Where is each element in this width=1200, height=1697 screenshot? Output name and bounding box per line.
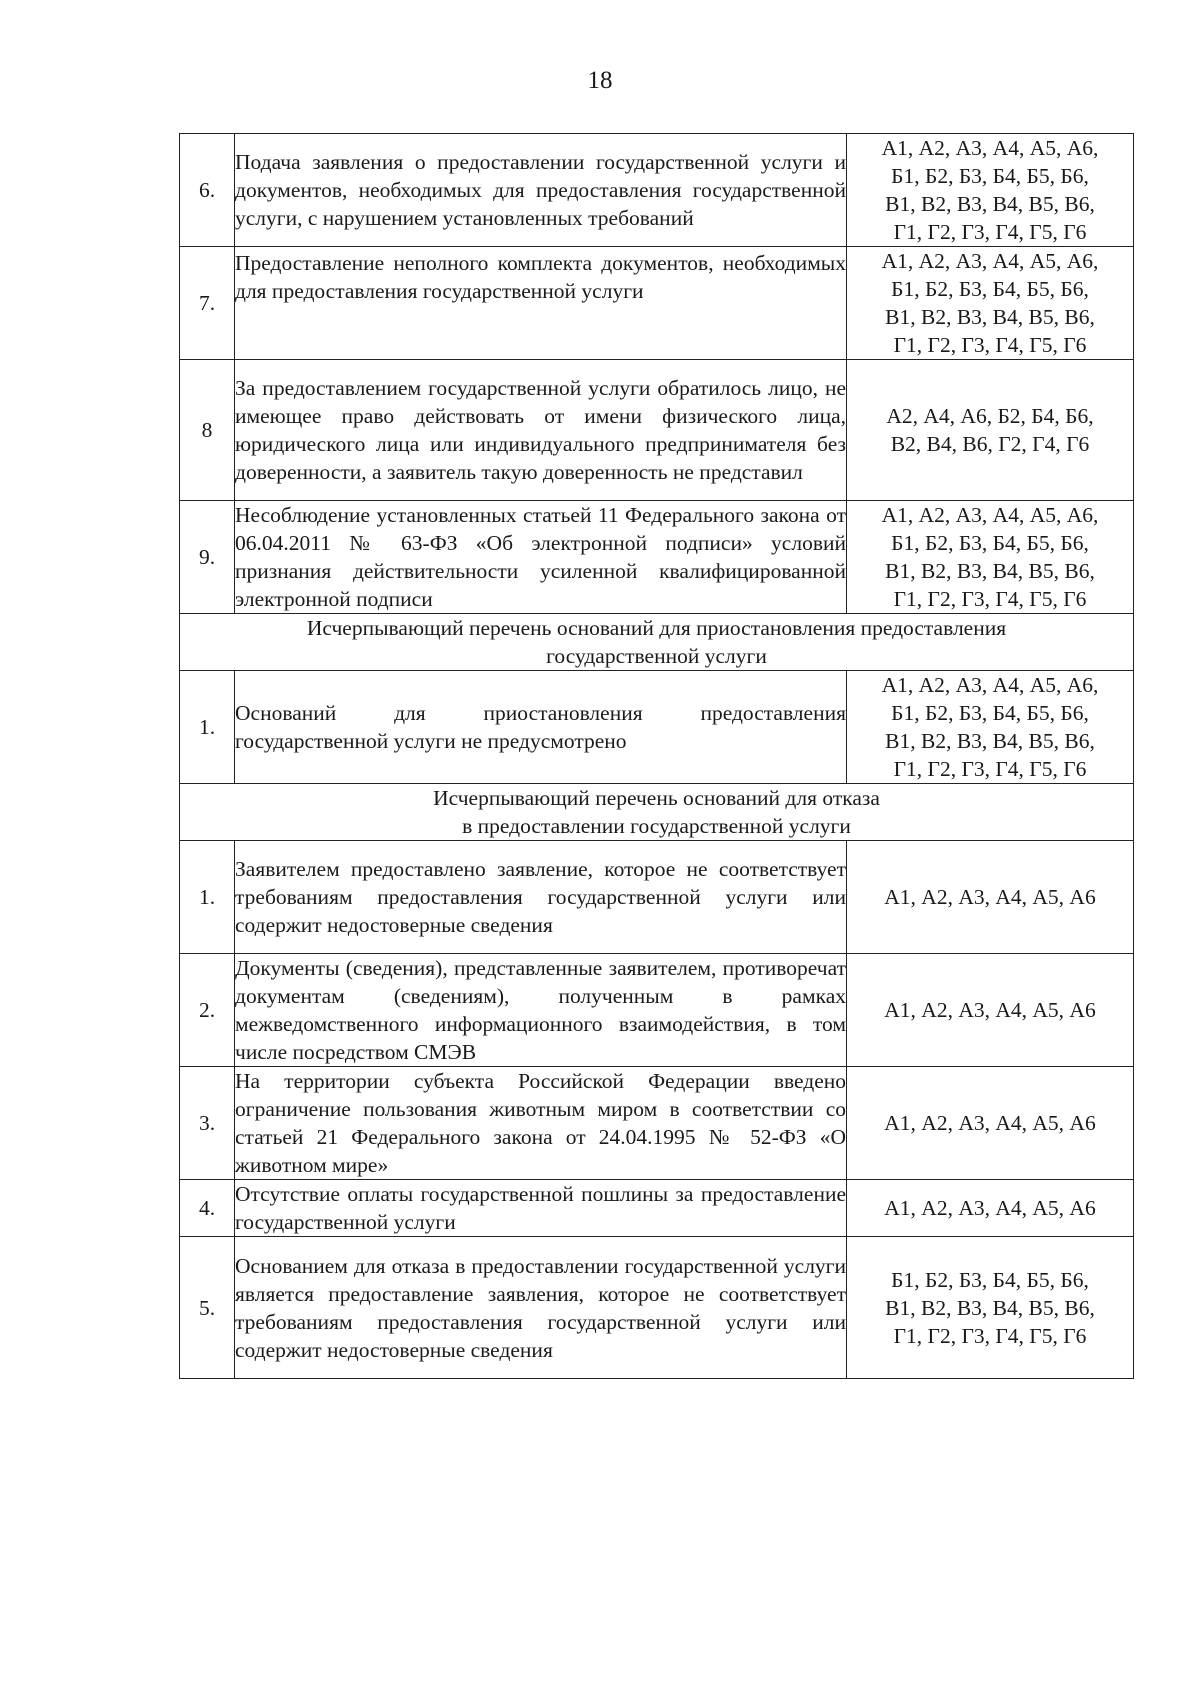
row-number: 1. — [180, 841, 235, 954]
applicant-codes: А1, А2, А3, А4, А5, А6 — [847, 1067, 1134, 1180]
table-row — [180, 501, 1134, 614]
row-text: Подача заявления о предоставлении государственной услуги и документов, необходимых для предоставления государственной услуги, с нарушением установленных требований — [235, 134, 847, 247]
row-number: 4. — [180, 1180, 235, 1237]
grounds-table — [179, 133, 1134, 1379]
row-text: За предоставлением государственной услуги обратилось лицо, не имеющее право действовать от имени физического лица, юридического лица или индивидуального предпринимателя без доверенности, а заявитель такую доверенность не представил — [235, 360, 847, 501]
applicant-codes: А1, А2, А3, А4, А5, А6, Б1, Б2, Б3, Б4, Б5, Б6, В1, В2, В3, В4, В5, В6, Г1, Г2, Г3, Г4, Г5, Г6 — [847, 501, 1134, 614]
row-text: Несоблюдение установленных статьей 11 Федерального закона от 06.04.2011 № 63-ФЗ «Об электронной подписи» условий признания действительности усиленной квалифицированной электронной подписи — [235, 501, 847, 614]
table-row — [180, 247, 1134, 360]
table-row — [180, 134, 1134, 247]
applicant-codes: А1, А2, А3, А4, А5, А6 — [847, 1180, 1134, 1237]
row-number: 5. — [180, 1237, 235, 1379]
row-number: 6. — [180, 134, 235, 247]
table-row — [180, 360, 1134, 501]
row-number: 1. — [180, 671, 235, 784]
section-header-row — [180, 784, 1134, 841]
applicant-codes: А1, А2, А3, А4, А5, А6, Б1, Б2, Б3, Б4, Б5, Б6, В1, В2, В3, В4, В5, В6, Г1, Г2, Г3, Г4, Г5, Г6 — [847, 671, 1134, 784]
row-number: 2. — [180, 954, 235, 1067]
table-row — [180, 1237, 1134, 1379]
table-row — [180, 671, 1134, 784]
applicant-codes: А1, А2, А3, А4, А5, А6 — [847, 954, 1134, 1067]
applicant-codes: А1, А2, А3, А4, А5, А6, Б1, Б2, Б3, Б4, Б5, Б6, В1, В2, В3, В4, В5, В6, Г1, Г2, Г3, Г4, Г5, Г6 — [847, 134, 1134, 247]
row-text: Документы (сведения), представленные заявителем, противоречат документам (сведениям), полученным в рамках межведомственного информационного взаимодействия, в том числе посредством СМЭВ — [235, 954, 847, 1067]
row-number: 8 — [180, 360, 235, 501]
applicant-codes: А1, А2, А3, А4, А5, А6 — [847, 841, 1134, 954]
row-text: Заявителем предоставлено заявление, которое не соответствует требованиям предоставления государственной услуги или содержит недостоверные сведения — [235, 841, 847, 954]
applicant-codes: А2, А4, А6, Б2, Б4, Б6, В2, В4, В6, Г2, Г4, Г6 — [847, 360, 1134, 501]
table-row — [180, 841, 1134, 954]
row-number: 7. — [180, 247, 235, 360]
row-text: Оснований для приостановления предоставления государственной услуги не предусмотрено — [235, 671, 847, 784]
applicant-codes: Б1, Б2, Б3, Б4, Б5, Б6, В1, В2, В3, В4, В5, В6, Г1, Г2, Г3, Г4, Г5, Г6 — [847, 1237, 1134, 1379]
section-header-suspension: Исчерпывающий перечень оснований для приостановления предоставления государственной услуги — [180, 614, 1134, 671]
row-text: Основанием для отказа в предоставлении государственной услуги является предоставление заявления, которое не соответствует требованиям предоставления государственной услуги или содержит недостоверные сведения — [235, 1237, 847, 1379]
row-number: 3. — [180, 1067, 235, 1180]
row-text: Предоставление неполного комплекта документов, необходимых для предоставления государственной услуги — [235, 247, 847, 360]
table-row — [180, 1180, 1134, 1237]
section-header-refusal: Исчерпывающий перечень оснований для отказа в предоставлении государственной услуги — [180, 784, 1134, 841]
row-text: Отсутствие оплаты государственной пошлины за предоставление государственной услуги — [235, 1180, 847, 1237]
table-row — [180, 954, 1134, 1067]
table-row — [180, 1067, 1134, 1180]
page-number: 18 — [587, 67, 613, 94]
row-number: 9. — [180, 501, 235, 614]
section-header-row — [180, 614, 1134, 671]
applicant-codes: А1, А2, А3, А4, А5, А6, Б1, Б2, Б3, Б4, Б5, Б6, В1, В2, В3, В4, В5, В6, Г1, Г2, Г3, Г4, Г5, Г6 — [847, 247, 1134, 360]
row-text: На территории субъекта Российской Федерации введено ограничение пользования животным миром в соответствии со статьей 21 Федерального закона от 24.04.1995 № 52-ФЗ «О животном мире» — [235, 1067, 847, 1180]
